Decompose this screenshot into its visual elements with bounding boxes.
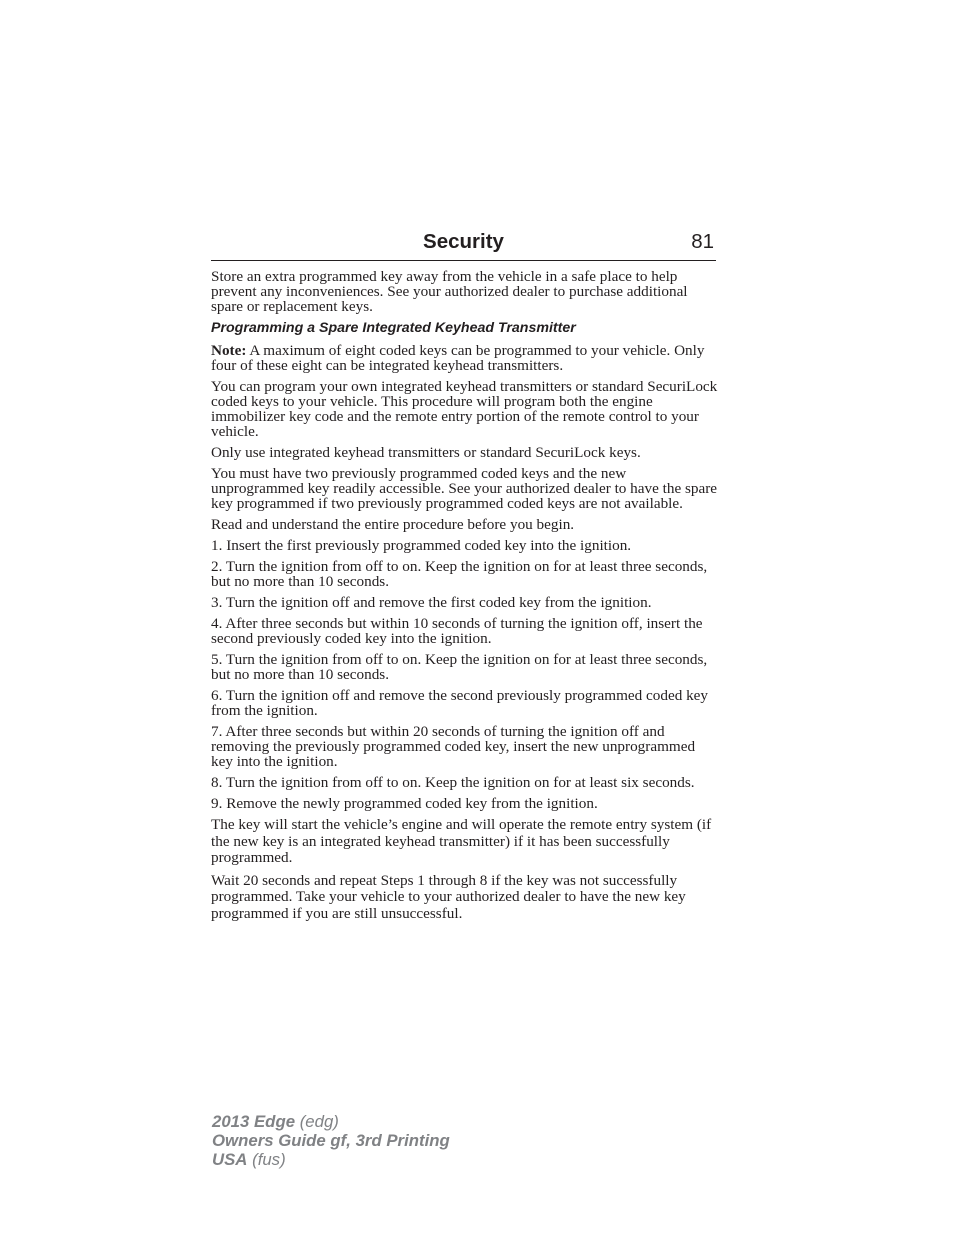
step-6: 6. Turn the ignition off and remove the second previously programmed coded key from the ignition. [211,687,709,719]
page-header [211,228,716,261]
section-title: Security [423,230,504,253]
step-8: 8. Turn the ignition from off to on. Keep the ignition on for at least six seconds. [211,774,695,791]
page-number: 81 [691,230,714,253]
page-footer [212,1112,450,1169]
note-paragraph [211,343,719,373]
footer-market-code: (fus) [247,1150,286,1169]
paragraph-retry: Wait 20 seconds and repeat Steps 1 through 8 if the key was not successfully programmed. Take your vehicle to your authorized dealer to have the new key programmed if you are still unsuccessful. [211,871,686,922]
footer-guide-line: Owners Guide gf, 3rd Printing [212,1131,450,1150]
footer-model-code: (edg) [295,1112,339,1131]
footer-model-line [212,1112,450,1131]
footer-model: 2013 Edge [212,1112,296,1131]
paragraph-program-own: You can program your own integrated keyhead transmitters or standard SecuriLock coded keys to your vehicle. This procedure will program both the engine immobilizer key code and the remote entry portion of the remote control to your vehicle. [211,378,718,440]
note-text: A maximum of eight coded keys can be programmed to your vehicle. Only four of these eight can be integrated keyhead transmitters. [211,342,705,374]
step-1: 1. Insert the first previously programmed coded key into the ignition. [211,537,632,554]
step-2: 2. Turn the ignition from off to on. Keep the ignition on for at least three seconds, but no more than 10 seconds. [211,558,708,590]
paragraph-read-procedure: Read and understand the entire procedure before you begin. [211,516,575,533]
step-9: 9. Remove the newly programmed coded key from the ignition. [211,795,598,812]
footer-market-line [212,1150,450,1169]
paragraph-spare-key: Store an extra programmed key away from the vehicle in a safe place to help prevent any inconveniences. See your authorized dealer to purchase additional spare or replacement keys. [211,268,688,315]
step-7: 7. After three seconds but within 20 seconds of turning the ignition off and removing the previously programmed coded key, insert the new unprogrammed key into the ignition. [211,723,696,770]
step-4: 4. After three seconds but within 10 seconds of turning the ignition off, insert the second previously coded key into the ignition. [211,615,703,647]
subheading: Programming a Spare Integrated Keyhead Transmitter [211,320,576,336]
step-3: 3. Turn the ignition off and remove the first coded key from the ignition. [211,594,652,611]
paragraph-requirements: You must have two previously programmed coded keys and the new unprogrammed key readily accessible. See your authorized dealer to have the spare key programmed if two previously programmed coded keys are not available. [211,465,718,512]
step-5: 5. Turn the ignition from off to on. Keep the ignition on for at least three seconds, but no more than 10 seconds. [211,651,708,683]
note-label: Note: [211,342,247,359]
footer-market: USA [212,1150,248,1169]
paragraph-key-result: The key will start the vehicle’s engine and will operate the remote entry system (if the new key is an integrated keyhead transmitter) if it has been successfully programmed. [211,816,712,866]
paragraph-only-use: Only use integrated keyhead transmitters or standard SecuriLock keys. [211,444,641,461]
page-body [211,269,719,928]
